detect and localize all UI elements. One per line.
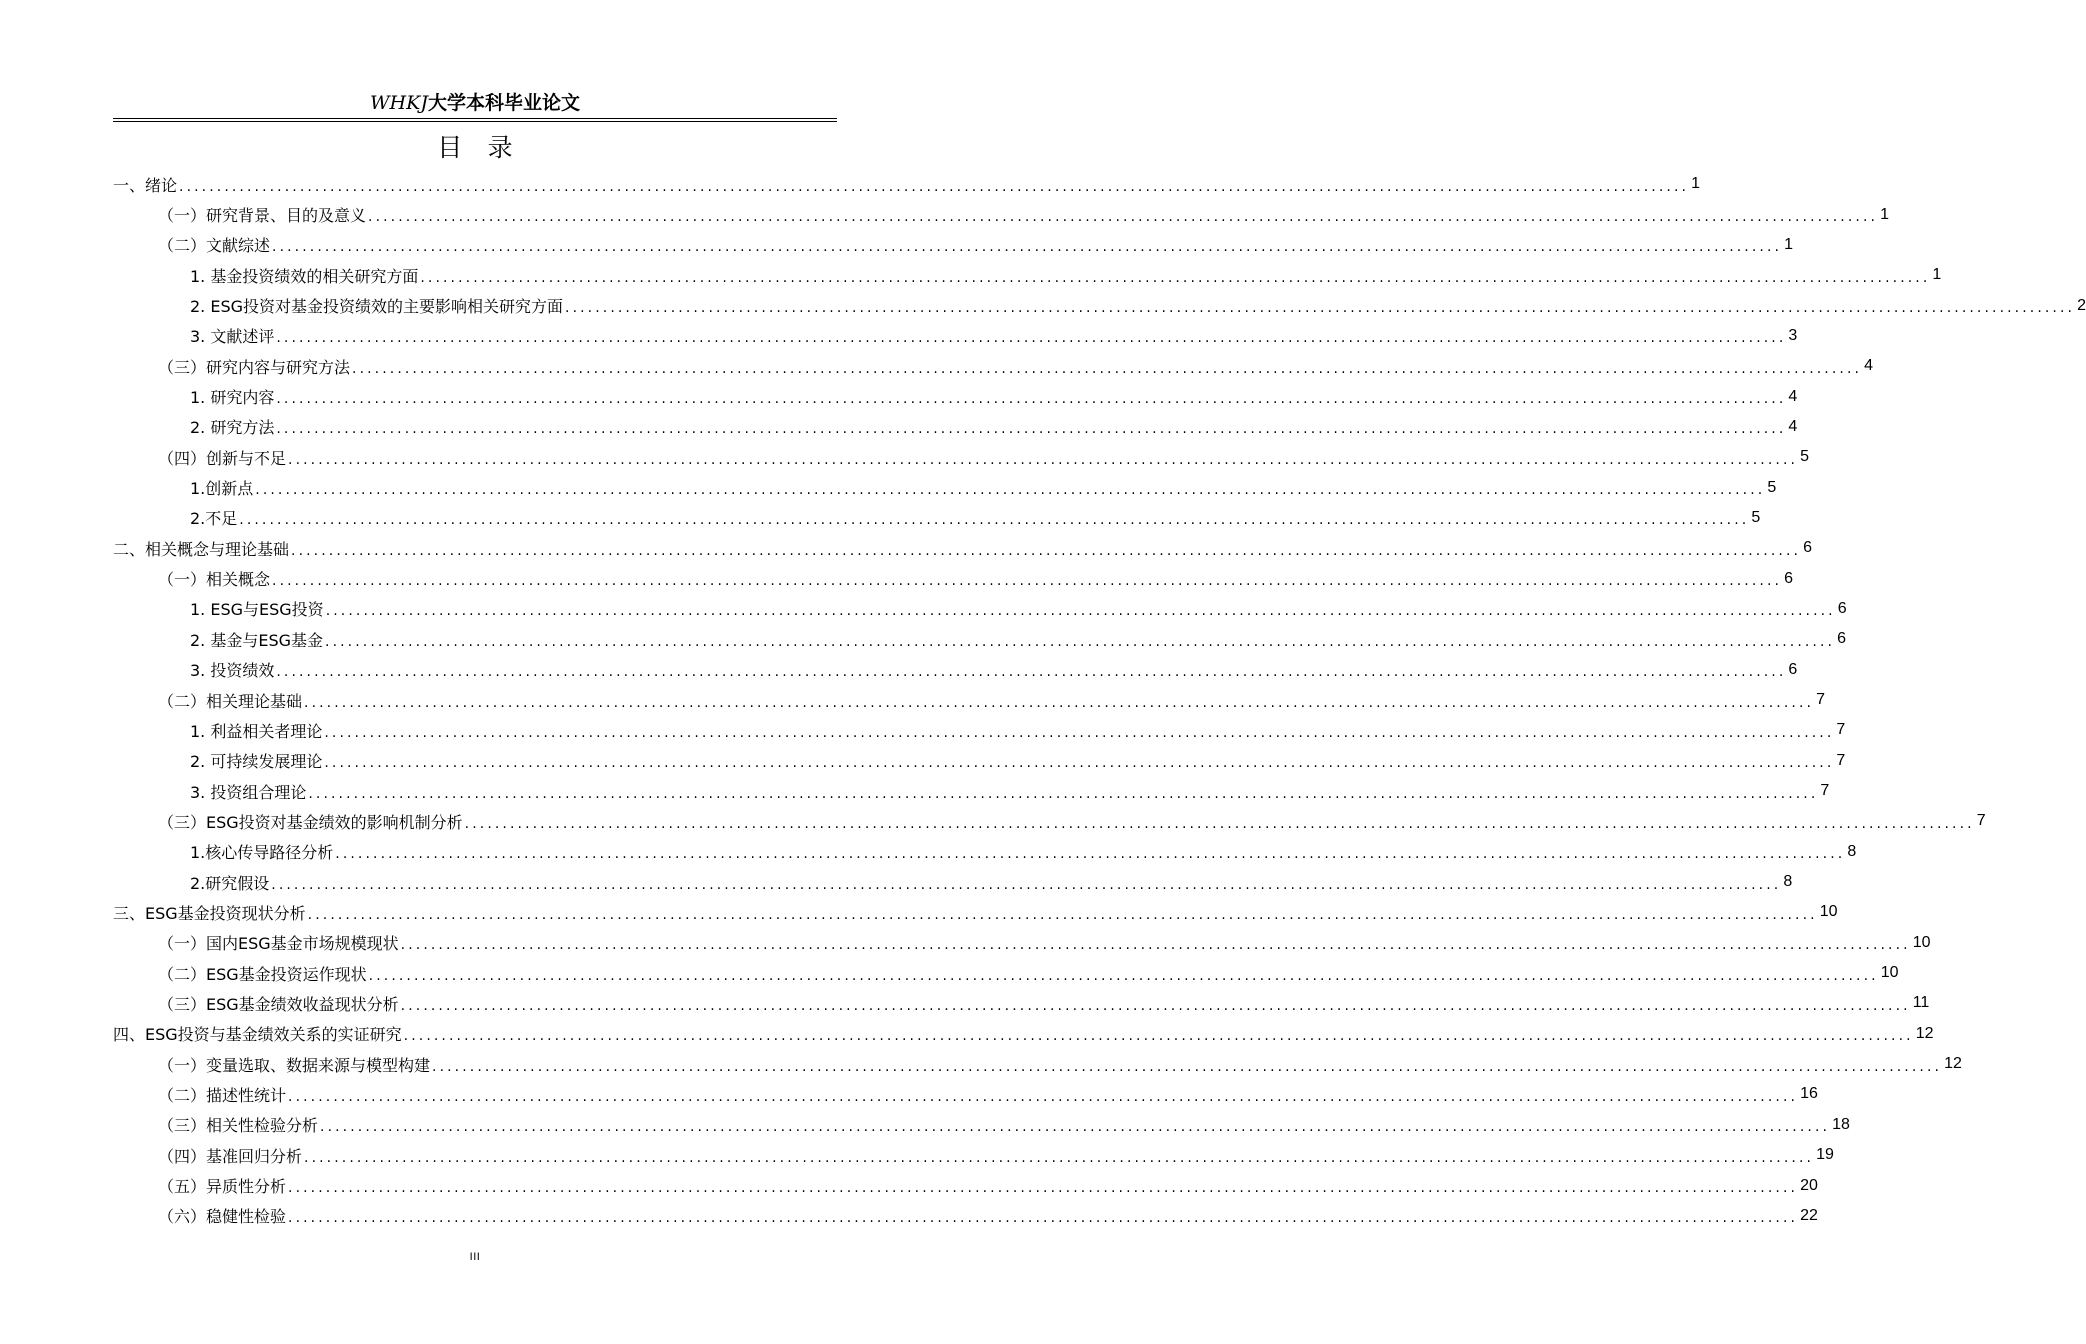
toc-leader-dots: ........................................................................................................................................................................................................ xyxy=(368,967,1879,984)
toc-leader-dots: ........................................................................................................................................................................................................ xyxy=(400,997,1911,1014)
toc-entry-label: （一）变量选取、数据来源与模型构建 xyxy=(158,1055,431,1075)
page-header xyxy=(113,88,837,118)
toc-entry-label: 二、相关概念与理论基础 xyxy=(113,539,290,559)
toc-entry-label: 2. 可持续发展理论 xyxy=(190,752,323,772)
toc-leader-dots: ........................................................................................................................................................................................................ xyxy=(400,937,1911,954)
toc-entry-label: 1. 利益相关者理论 xyxy=(190,721,323,741)
toc-entry[interactable] xyxy=(113,806,1986,836)
toc-entry[interactable] xyxy=(113,1201,1818,1231)
toc-entry-label: （六）稳健性检验 xyxy=(158,1207,287,1227)
toc-entry-page: 1 xyxy=(1932,266,1942,284)
toc-entry[interactable] xyxy=(113,381,1798,411)
toc-entry-page: 5 xyxy=(1800,448,1809,466)
toc-leader-dots: ........................................................................................................................................................................................................ xyxy=(288,451,1799,468)
header-subtitle: 大学本科毕业论文 xyxy=(427,92,580,114)
toc-entry[interactable] xyxy=(113,594,1847,624)
toc-entry-label: 四、ESG投资与基金绩效关系的实证研究 xyxy=(113,1025,402,1045)
header-brand: WHKJ xyxy=(370,92,428,114)
toc-entry-page: 4 xyxy=(1788,387,1798,405)
toc-entry[interactable] xyxy=(113,1110,1850,1140)
toc-entry-label: 2.研究假设 xyxy=(190,873,270,893)
toc-entry-label: 一、绪论 xyxy=(113,175,178,195)
toc-entry-label: 2. ESG投资对基金投资绩效的主要影响相关研究方面 xyxy=(190,297,564,317)
toc-entry[interactable] xyxy=(113,260,1942,290)
toc-entry-label: （三）研究内容与研究方法 xyxy=(158,357,351,377)
toc-leader-dots: ........................................................................................................................................................................................................ xyxy=(255,482,1766,499)
toc-leader-dots: ........................................................................................................................................................................................................ xyxy=(276,421,1787,438)
toc-leader-dots: ........................................................................................................................................................................................................ xyxy=(288,1210,1799,1227)
toc-entry[interactable] xyxy=(113,746,1846,776)
toc-entry[interactable] xyxy=(113,230,1793,260)
toc-entry[interactable] xyxy=(113,867,1793,897)
toc-entry-label: （一）国内ESG基金市场规模现状 xyxy=(158,934,399,954)
toc-entry-label: （一）相关概念 xyxy=(158,570,271,590)
toc-entry-page: 1 xyxy=(1784,235,1793,253)
toc-leader-dots: ........................................................................................................................................................................................................ xyxy=(304,1149,1815,1166)
toc-entry[interactable] xyxy=(113,988,1930,1018)
toc-entry[interactable] xyxy=(113,958,1899,988)
toc-leader-dots: ........................................................................................................................................................................................................ xyxy=(320,1119,1831,1136)
toc-entry-page: 19 xyxy=(1816,1146,1834,1164)
toc-leader-dots: ........................................................................................................................................................................................................ xyxy=(276,664,1787,681)
toc-entry-page: 6 xyxy=(1803,539,1812,557)
toc-leader-dots: ........................................................................................................................................................................................................ xyxy=(276,330,1787,347)
toc-entry-page: 6 xyxy=(1784,569,1793,587)
toc-entry[interactable] xyxy=(113,837,1857,867)
toc-entry-page: 10 xyxy=(1880,964,1899,982)
toc-entry-label: （一）研究背景、目的及意义 xyxy=(158,206,367,226)
toc-entry[interactable] xyxy=(113,624,1846,654)
toc-entry-page: 8 xyxy=(1847,842,1857,860)
toc-entry-label: 1. 研究内容 xyxy=(190,388,275,408)
toc-entry-label: （二）文献综述 xyxy=(158,236,271,256)
toc-entry-page: 1 xyxy=(1880,205,1889,223)
toc-leader-dots: ........................................................................................................................................................................................................ xyxy=(420,269,1931,286)
header-rule-thick xyxy=(113,118,837,119)
page-number: III xyxy=(469,1251,481,1263)
toc-leader-dots: ........................................................................................................................................................................................................ xyxy=(276,391,1787,408)
toc-entry-label: 3. 文献述评 xyxy=(190,327,275,347)
toc-entry-label: 3. 投资绩效 xyxy=(190,661,275,681)
toc-entry-label: （三）ESG投资对基金绩效的影响机制分析 xyxy=(158,812,463,832)
toc-leader-dots: ........................................................................................................................................................................................................ xyxy=(352,360,1863,377)
toc-entry-page: 5 xyxy=(1767,478,1777,496)
toc-entry[interactable] xyxy=(113,685,1825,715)
toc-leader-dots: ........................................................................................................................................................................................................ xyxy=(272,573,1783,590)
toc-entry-label: 1. 基金投资绩效的相关研究方面 xyxy=(190,266,419,286)
toc-entry-label: （四）基准回归分析 xyxy=(158,1146,303,1166)
toc-entry[interactable] xyxy=(113,412,1798,442)
toc-entry-label: （二）相关理论基础 xyxy=(158,691,303,711)
toc-entry[interactable] xyxy=(113,928,1931,958)
toc-entry-page: 7 xyxy=(1976,812,1986,830)
toc-leader-dots: ........................................................................................................................................................................................................ xyxy=(308,785,1819,802)
toc-entry-label: （三）ESG基金绩效收益现状分析 xyxy=(158,994,399,1014)
toc-leader-dots: ........................................................................................................................................................................................................ xyxy=(291,542,1802,559)
toc-entry-page: 2 xyxy=(2077,296,2086,314)
toc-entry-page: 6 xyxy=(1788,660,1798,678)
toc-entry-label: 三、ESG基金投资现状分析 xyxy=(113,903,306,923)
toc-leader-dots: ........................................................................................................................................................................................................ xyxy=(307,906,1818,923)
toc-leader-dots: ........................................................................................................................................................................................................ xyxy=(324,755,1835,772)
toc-entry-page: 7 xyxy=(1820,782,1830,800)
toc-entry-label: 1.核心传导路径分析 xyxy=(190,843,334,863)
toc-entry-page: 7 xyxy=(1816,691,1825,709)
toc-entry-label: 2.不足 xyxy=(190,509,238,529)
toc-entry-label: 2. 研究方法 xyxy=(190,418,275,438)
toc-entry[interactable] xyxy=(113,563,1793,593)
toc-entry[interactable] xyxy=(113,533,1812,563)
toc-leader-dots: ........................................................................................................................................................................................................ xyxy=(304,694,1815,711)
toc-leader-dots: ........................................................................................................................................................................................................ xyxy=(325,633,1836,650)
toc-entry-label: 3. 投资组合理论 xyxy=(190,782,307,802)
toc-leader-dots: ........................................................................................................................................................................................................ xyxy=(288,1180,1799,1197)
toc-entry-page: 20 xyxy=(1800,1176,1818,1194)
toc-entry-label: （二）描述性统计 xyxy=(158,1085,287,1105)
toc-entry-label: （三）相关性检验分析 xyxy=(158,1116,319,1136)
toc-entry-page: 6 xyxy=(1837,630,1846,648)
toc-leader-dots: ........................................................................................................................................................................................................ xyxy=(432,1058,1943,1075)
toc-entry-page: 8 xyxy=(1783,873,1793,891)
toc-entry-page: 18 xyxy=(1832,1115,1850,1133)
toc-leader-dots: ........................................................................................................................................................................................................ xyxy=(288,1088,1799,1105)
toc-entry-page: 4 xyxy=(1788,417,1798,435)
toc-entry-label: （五）异质性分析 xyxy=(158,1177,287,1197)
toc-leader-dots: ........................................................................................................................................................................................................ xyxy=(271,876,1782,893)
header-rule-thin xyxy=(113,121,837,122)
toc-entry[interactable] xyxy=(113,503,1761,533)
toc-entry[interactable] xyxy=(113,1170,1818,1200)
toc-entry[interactable] xyxy=(113,1049,1962,1079)
toc-entry-page: 3 xyxy=(1788,326,1798,344)
toc-leader-dots: ........................................................................................................................................................................................................ xyxy=(272,239,1783,256)
toc-entry-page: 1 xyxy=(1691,175,1700,193)
toc-entry[interactable] xyxy=(113,1019,1934,1049)
toc-entry[interactable] xyxy=(113,290,2086,320)
toc-entry[interactable] xyxy=(113,655,1798,685)
toc-entry[interactable] xyxy=(113,1140,1834,1170)
toc-entry-label: （二）ESG基金投资运作现状 xyxy=(158,964,367,984)
table-of-contents xyxy=(113,169,2086,1231)
toc-entry-page: 7 xyxy=(1836,751,1846,769)
toc-entry-page: 10 xyxy=(1819,903,1838,921)
toc-entry-page: 22 xyxy=(1800,1206,1818,1224)
toc-entry[interactable] xyxy=(113,1079,1818,1109)
toc-entry[interactable] xyxy=(113,442,1809,472)
toc-entry[interactable] xyxy=(113,169,1700,199)
toc-entry[interactable] xyxy=(113,776,1830,806)
toc-leader-dots: ........................................................................................................................................................................................................ xyxy=(179,178,1690,195)
toc-entry-label: 2. 基金与ESG基金 xyxy=(190,630,324,650)
toc-entry-label: 1. ESG与ESG投资 xyxy=(190,600,324,620)
toc-entry-page: 6 xyxy=(1837,599,1847,617)
toc-leader-dots: ........................................................................................................................................................................................................ xyxy=(464,815,1975,832)
toc-leader-dots: ........................................................................................................................................................................................................ xyxy=(368,209,1879,226)
toc-entry-label: （四）创新与不足 xyxy=(158,448,287,468)
toc-entry[interactable] xyxy=(113,472,1777,502)
toc-leader-dots: ........................................................................................................................................................................................................ xyxy=(403,1028,1914,1045)
toc-leader-dots: ........................................................................................................................................................................................................ xyxy=(239,512,1750,529)
toc-leader-dots: ........................................................................................................................................................................................................ xyxy=(335,846,1846,863)
toc-leader-dots: ........................................................................................................................................................................................................ xyxy=(565,300,2076,317)
toc-entry-page: 5 xyxy=(1751,508,1761,526)
toc-entry-page: 12 xyxy=(1915,1024,1934,1042)
toc-entry-page: 11 xyxy=(1912,994,1930,1012)
toc-entry-page: 16 xyxy=(1800,1085,1818,1103)
toc-entry-page: 12 xyxy=(1944,1055,1962,1073)
toc-entry-page: 7 xyxy=(1836,721,1846,739)
toc-entry-label: 1.创新点 xyxy=(190,479,254,499)
toc-entry[interactable] xyxy=(113,321,1798,351)
toc-leader-dots: ........................................................................................................................................................................................................ xyxy=(325,603,1836,620)
toc-entry-page: 10 xyxy=(1912,933,1931,951)
toc-entry[interactable] xyxy=(113,897,1838,927)
toc-title: 目 录 xyxy=(437,133,513,162)
toc-leader-dots: ........................................................................................................................................................................................................ xyxy=(324,724,1835,741)
toc-entry-page: 4 xyxy=(1864,357,1873,375)
toc-entry[interactable] xyxy=(113,715,1846,745)
toc-entry[interactable] xyxy=(113,199,1889,229)
toc-entry[interactable] xyxy=(113,351,1873,381)
